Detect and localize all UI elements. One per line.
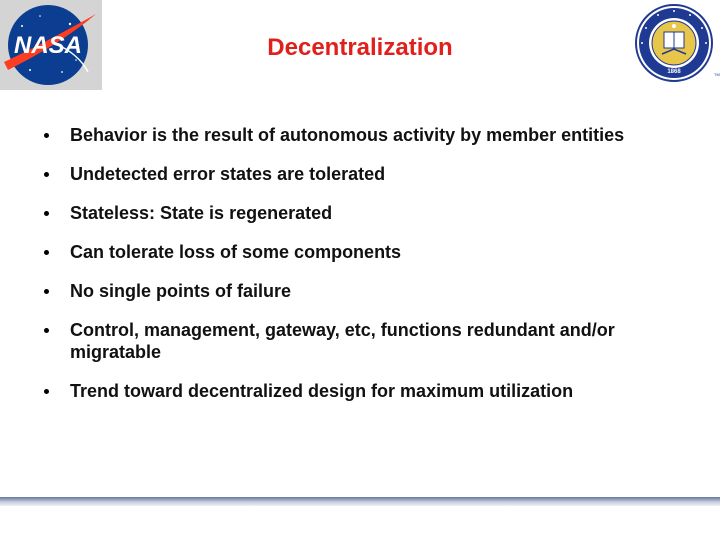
- bullet-marker: [44, 289, 49, 294]
- bullet-marker: [44, 389, 49, 394]
- bullet-item: [44, 202, 704, 224]
- bullet-item: [44, 241, 704, 263]
- bullet-item: [44, 280, 704, 302]
- bullet-text: Can tolerate loss of some components: [70, 242, 402, 262]
- bullet-text: No single points of failure: [70, 281, 292, 301]
- bullet-text: Stateless: State is regenerated: [70, 203, 333, 223]
- university-of-california-seal-icon: [634, 2, 720, 84]
- university-seal: [634, 2, 720, 84]
- bullet-marker: [44, 250, 49, 255]
- nasa-logo: [0, 0, 102, 90]
- bullet-text: Control, management, gateway, etc, functions redundant and/or migratable: [70, 320, 615, 362]
- bullet-text: Trend toward decentralized design for maximum utilization: [70, 381, 574, 401]
- bullet-text: Behavior is the result of autonomous activity by member entities: [70, 125, 625, 145]
- bullet-marker: [44, 133, 49, 138]
- bullet-marker: [44, 328, 49, 333]
- nasa-logo-icon: [0, 0, 102, 90]
- svg-text:NASA: NASA: [13, 32, 83, 59]
- bullet-list: [44, 124, 704, 419]
- bullet-item: [44, 163, 704, 185]
- bullet-marker: [44, 172, 49, 177]
- bullet-marker: [44, 211, 49, 216]
- svg-text:1868: 1868: [667, 69, 681, 75]
- slide-title: Decentralization: [267, 34, 453, 61]
- svg-text:TM: TM: [714, 72, 720, 77]
- bullet-item: [44, 124, 704, 146]
- footer-divider: [0, 497, 720, 506]
- bullet-item: [44, 319, 704, 363]
- bullet-item: [44, 380, 704, 402]
- bullet-text: Undetected error states are tolerated: [70, 164, 386, 184]
